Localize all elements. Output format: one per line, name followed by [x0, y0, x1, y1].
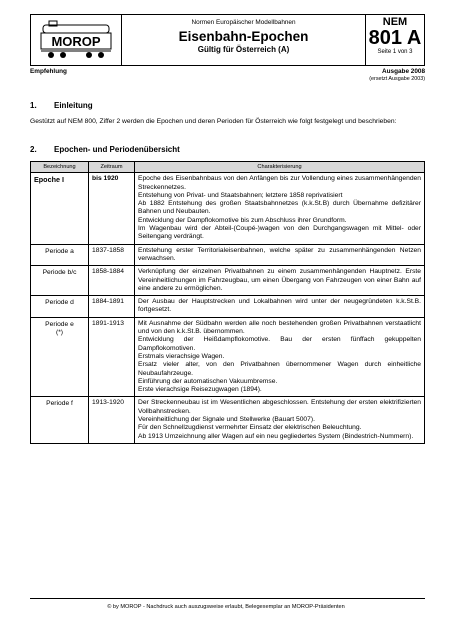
characterization-cell [135, 296, 425, 318]
characterization-line: Ab 1913 Umzeichnung aller Wagen auf ein neu gegliedertes System (Bindestrich-Nummern). [138, 432, 414, 440]
characterization-line: Im Wagenbau wird der Abteil-(Coupé-)wagen von den Durchgangswagen mit Mittel- oder Seitengang verdrängt. [138, 225, 421, 241]
characterization-line: Erste vierachsige Reisezugwagen (1894). [138, 386, 262, 394]
time-span-cell: bis 1920 [89, 173, 135, 244]
epochs-table [30, 161, 425, 444]
characterization-line: Ab 1882 Entstehung des großen Staatsbahnnetzes (k.k.St.B) durch Übernahme defizitärer Bahnen und Neubauten. [138, 200, 421, 216]
characterization-cell [135, 266, 425, 296]
characterization-line: Entstehung erster Territorialeisenbahnen, welche später zu zusammenhängenden Netzen verwachsen. [138, 246, 421, 262]
section-number: 1. [30, 101, 37, 110]
replaces-label: (ersetzt Ausgabe 2003) [369, 76, 425, 82]
period-note: (*) [55, 329, 64, 337]
organization-name: Normen Europäischer Modellbahnen [191, 19, 296, 26]
column-header: Bezeichnung [31, 162, 89, 173]
period-name-cell [31, 244, 89, 266]
period-name-cell [31, 397, 89, 443]
characterization-line: Mit Ausnahme der Südbahn werden alle noch bestehenden großen Privatbahnen verstaatlicht und von den k.k.St.B. übernommen. [138, 319, 421, 336]
characterization-line: Erstmals vierachsige Wagen. [138, 352, 225, 360]
period-name: Periode b/c [42, 269, 77, 277]
table-row [31, 296, 425, 318]
column-header: Zeitraum [89, 162, 135, 173]
time-span-cell: 1913-1920 [89, 397, 135, 443]
nem-number-block [366, 15, 424, 65]
characterization-cell [135, 397, 425, 443]
characterization-line: Ersatz vieler alter, von den Privatbahnen übernommener Wagen durch einheitliche Neubaufahrzeuge. [138, 361, 421, 377]
period-name: Periode d [45, 299, 74, 307]
table-row [31, 244, 425, 266]
period-name: Periode a [45, 247, 74, 255]
intro-paragraph: Gestützt auf NEM 800, Ziffer 2 werden die Epochen und deren Perioden für Österreich wie folgt festgelegt und beschrieben: [30, 118, 397, 125]
characterization-line: Vereinheitlichung der Signale und Stellwerke (Bauart 5007). [138, 416, 315, 424]
morop-logo [31, 15, 122, 65]
footer-divider [30, 598, 425, 599]
column-header: Charakterisierung [135, 162, 425, 173]
characterization-cell [135, 173, 425, 244]
section-heading-2 [30, 145, 180, 154]
morop-locomotive-logo-icon [37, 19, 115, 61]
nem-number: 801 A [368, 27, 422, 49]
period-name-cell [31, 173, 89, 244]
time-span-cell: 1891-1913 [89, 317, 135, 397]
header-title-block [122, 15, 366, 65]
page-info: Seite 1 von 3 [377, 49, 413, 55]
time-span-cell: 1858-1884 [89, 266, 135, 296]
section-heading-1 [30, 101, 93, 110]
document-title: Eisenbahn-Epochen [178, 29, 309, 44]
table-row [31, 173, 425, 244]
characterization-line: Der Ausbau der Hauptstrecken und Lokalbahnen wird unter der neugegründeten k.k.St.B. fortgesetzt. [138, 298, 421, 314]
period-name: Periode e [45, 320, 74, 328]
logo-text: MOROP [51, 34, 101, 49]
period-name-cell [31, 317, 89, 397]
section-number: 2. [30, 145, 37, 154]
document-header [30, 14, 425, 66]
time-span-cell: 1884-1891 [89, 296, 135, 318]
document-subtitle: Gültig für Österreich (A) [197, 45, 290, 54]
section-title: Epochen- und Periodenübersicht [54, 145, 180, 154]
period-name-cell [31, 296, 89, 318]
edition-label: Ausgabe 2008 [382, 68, 425, 75]
period-name: Epoche I [34, 175, 64, 185]
characterization-line: Entwicklung der Dampflokomotive bis zum Abschluss ihrer Grundform. [138, 216, 347, 224]
characterization-line: Für den Schnellzugdienst vermehrter Einsatz der elektrischen Beleuchtung. [138, 424, 362, 432]
characterization-cell [135, 317, 425, 397]
section-title: Einleitung [54, 101, 93, 110]
characterization-line: Einführung der automatischen Vakuumbremse. [138, 377, 278, 385]
nem-label: NEM [382, 16, 408, 28]
period-name: Periode f [46, 400, 73, 408]
table-row [31, 397, 425, 443]
time-span-cell: 1837-1858 [89, 244, 135, 266]
footer-copyright: © by MOROP - Nachdruck auch auszugsweise erlaubt, Belegexemplar an MOROP-Präsidenten [107, 604, 345, 610]
table-row [31, 317, 425, 397]
table-row [31, 266, 425, 296]
characterization-line: Epoche des Eisenbahnbaus von den Anfängen bis zur Vollendung eines zusammenhängenden Streckennetzes. [138, 175, 421, 191]
status-label: Empfehlung [30, 68, 67, 75]
characterization-line: Der Streckenneubau ist im Wesentlichen abgeschlossen. Entstehung der ersten elektrifizierten Vollbahnstrecken. [138, 399, 421, 415]
characterization-line: Verknüpfung der einzelnen Privatbahnen zu einem zusammenhängenden Hauptnetz. Erste Vereinheitlichungen im Fahrzeugbau, um einen Übergang von Fahrzeugen von einer Bahn auf eine andere zu ermöglichen. [138, 268, 421, 292]
characterization-cell [135, 244, 425, 266]
characterization-line: Entstehung von Privat- und Staatsbahnen; letztere 1858 reprivatisiert [138, 191, 343, 199]
table-header-row [31, 162, 425, 173]
characterization-line: Entwicklung der Heißdampflokomotive. Bau der ersten fünffach gekuppelten Dampflokomotiven. [138, 336, 421, 352]
period-name-cell [31, 266, 89, 296]
